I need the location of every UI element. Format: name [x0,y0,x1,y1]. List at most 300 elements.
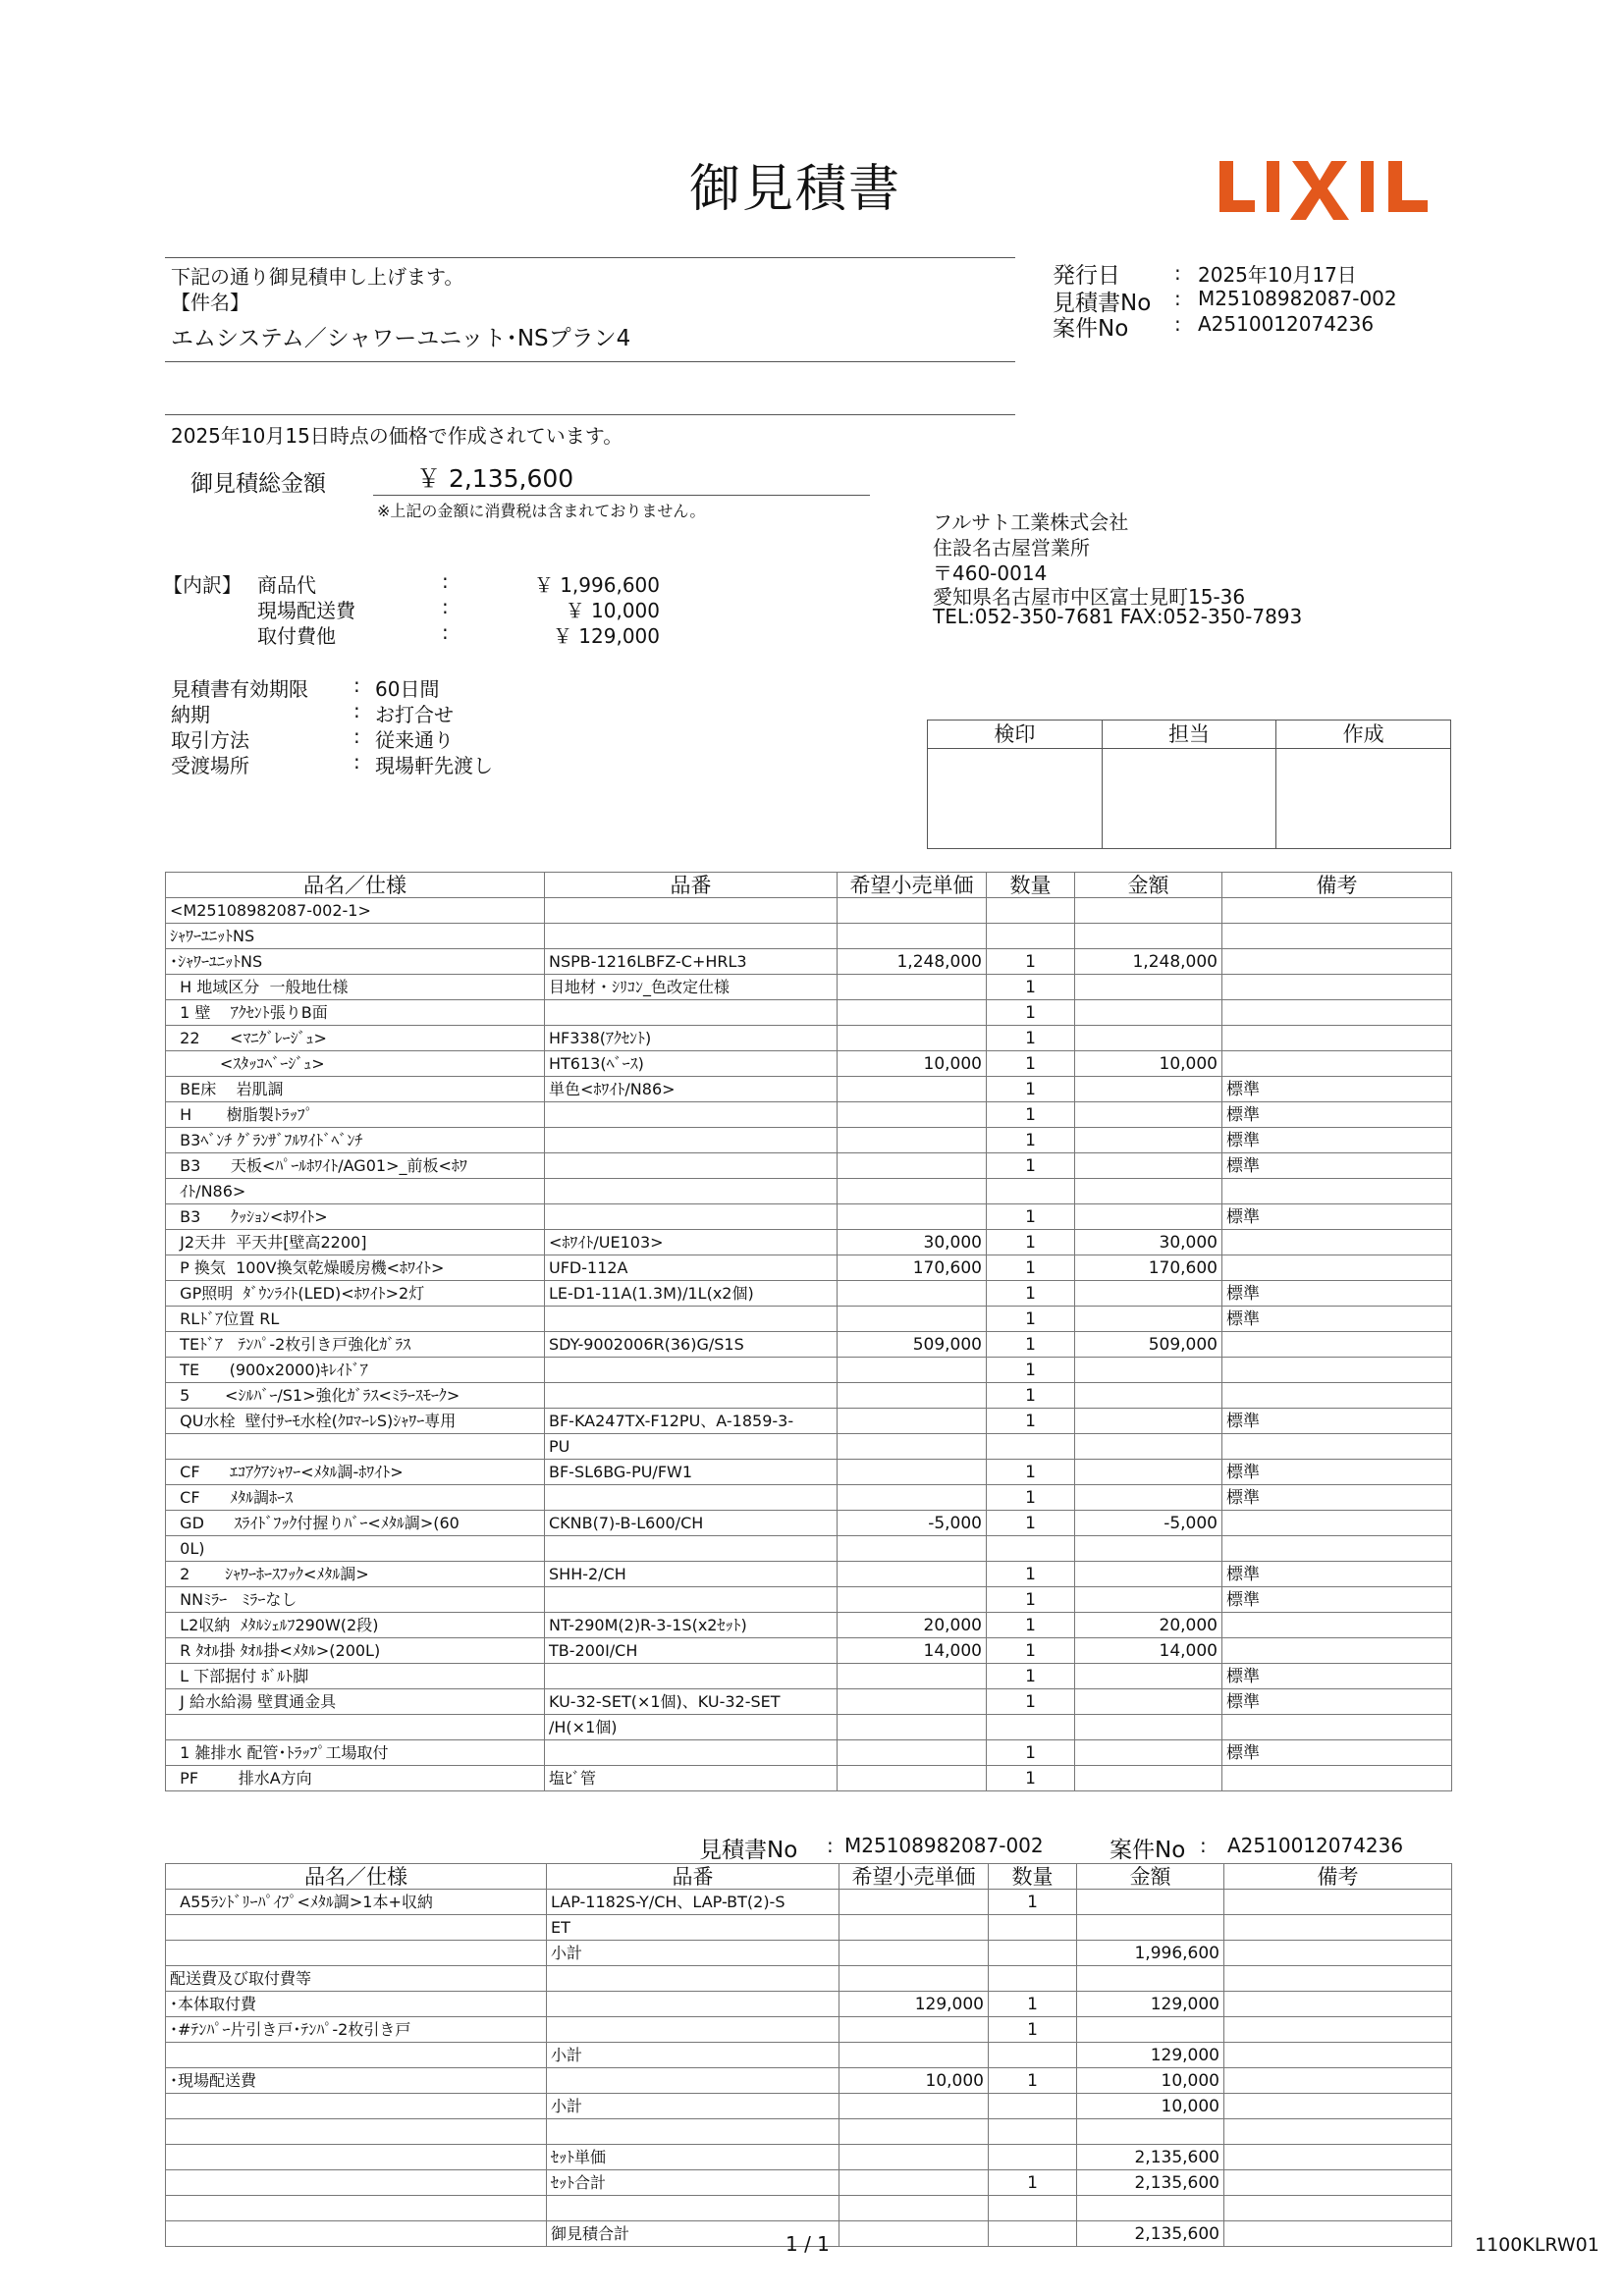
table-row [166,2119,1452,2145]
header-unit-price: 希望小売単価 [839,1864,989,1890]
part-no-cell [545,1536,838,1562]
item-name-cell: 配送費及び取付費等 [166,1966,547,1992]
header-remarks: 備考 [1222,873,1452,898]
unit-price-cell [839,1915,989,1941]
part-no-cell [545,898,838,924]
estimate-no: M25108982087-002 [844,1834,1044,1857]
quantity-cell: 1 [987,1383,1075,1409]
part-no-cell: 小計 [547,2094,839,2119]
item-name-cell: H 地域区分 一般地仕様 [166,975,545,1000]
part-no-cell: <ﾎﾜｲﾄ/UE103> [545,1230,838,1255]
part-no-cell: 単色<ﾎﾜｲﾄ/N86> [545,1077,838,1102]
item-name-cell: A55ﾗﾝﾄﾞﾘｰﾊﾟｲﾌﾟ<ﾒﾀﾙ調>1本+収納 [166,1890,547,1915]
table-header-row [166,1864,1452,1890]
remarks-cell [1222,898,1452,924]
part-no-cell [545,1000,838,1026]
colon: : [442,569,449,593]
unit-price-cell [838,1587,987,1613]
part-no-cell [545,1664,838,1689]
table-row [166,1890,1452,1915]
part-no-cell [545,1587,838,1613]
part-no-cell [545,1153,838,1179]
part-no-cell: CKNB(7)-B-L600/CH [545,1511,838,1536]
item-name-cell: B3 ｸｯｼｮﾝ<ﾎﾜｲﾄ> [166,1204,545,1230]
unit-price-cell [839,1966,989,1992]
company-tel-fax: TEL:052-350-7681 FAX:052-350-7893 [933,605,1303,628]
unit-price-cell [838,1766,987,1791]
item-name-cell: ･ｼｬﾜｰﾕﾆｯﾄNS [166,949,545,975]
amount-cell [1075,1358,1222,1383]
item-name-cell: J2天井 平天井[壁高2200] [166,1230,545,1255]
subject-title: エムシステム／シャワーユニット･NSプラン4 [171,326,631,351]
amount-cell [1075,1715,1222,1740]
part-no-cell: ET [547,1915,839,1941]
remarks-cell [1224,1941,1452,1966]
amount-cell [1075,975,1222,1000]
quantity-cell: 1 [987,1613,1075,1638]
item-name-cell [166,2170,547,2196]
amount-cell [1077,1915,1224,1941]
term-value: 従来通り [375,728,454,752]
amount-cell: 2,135,600 [1077,2145,1224,2170]
item-name-cell: RLﾄﾞｱ位置 RL [166,1307,545,1332]
part-no-cell [545,1128,838,1153]
item-name-cell: CF ｴｺｱｸｱｼｬﾜｰ<ﾒﾀﾙ調-ﾎﾜｲﾄ> [166,1460,545,1485]
stamp-header: 作成 [1276,721,1450,749]
amount-cell [1075,1128,1222,1153]
unit-price-cell [838,1358,987,1383]
table-row [166,1128,1452,1153]
table-row [166,1915,1452,1941]
amount-cell: 509,000 [1075,1332,1222,1358]
amount-cell [1075,1153,1222,1179]
part-no-cell [545,1383,838,1409]
table-row [166,1715,1452,1740]
unit-price-cell: 509,000 [838,1332,987,1358]
remarks-cell: 標準 [1222,1307,1452,1332]
item-name-cell: B3 天板<ﾊﾟｰﾙﾎﾜｲﾄ/AG01>_前板<ﾎﾜ [166,1153,545,1179]
table-row [166,1179,1452,1204]
part-no-cell: 御見積合計 [547,2221,839,2247]
subject-label: 【件名】 [171,291,249,314]
quantity-cell: 1 [987,949,1075,975]
item-name-cell: GP照明 ﾀﾞｳﾝﾗｲﾄ(LED)<ﾎﾜｲﾄ>2灯 [166,1281,545,1307]
term-value: 現場軒先渡し [375,754,493,777]
issue-date-label: 発行日 [1053,263,1120,289]
unit-price-cell [838,1026,987,1051]
header-item-name: 品名／仕様 [166,873,545,898]
item-name-cell: ｼｬﾜｰﾕﾆｯﾄNS [166,924,545,949]
amount-cell: 1,996,600 [1077,1941,1224,1966]
table-row [166,1485,1452,1511]
item-name-cell [166,2221,547,2247]
breakdown-name: 取付費他 [257,624,336,648]
amount-cell [1075,1766,1222,1791]
item-name-cell: ･本体取付費 [166,1992,547,2017]
table-row [166,1383,1452,1409]
amount-cell [1075,1179,1222,1204]
unit-price-cell: 20,000 [838,1613,987,1638]
item-name-cell: 2 ｼｬﾜｰﾎｰｽﾌｯｸ<ﾒﾀﾙ調> [166,1562,545,1587]
amount-cell: 14,000 [1075,1638,1222,1664]
stamp-area [1276,749,1450,848]
amount-cell [1075,924,1222,949]
item-name-cell: CF ﾒﾀﾙ調ﾎｰｽ [166,1485,545,1511]
item-name-cell: H 樹脂製ﾄﾗｯﾌﾟ [166,1102,545,1128]
table-row [166,1638,1452,1664]
remarks-cell: 標準 [1222,1485,1452,1511]
estimate-no-label: 見積書No [1053,291,1152,316]
part-no-cell: KU-32-SET(×1個)、KU-32-SET [545,1689,838,1715]
unit-price-cell [839,2017,989,2043]
item-name-cell: ･現場配送費 [166,2068,547,2094]
unit-price-cell [838,1000,987,1026]
amount-cell [1075,1434,1222,1460]
table-row [166,1051,1452,1077]
header-amount: 金額 [1077,1864,1224,1890]
amount-cell [1077,2196,1224,2221]
total-label: 御見積総金額 [190,471,326,497]
unit-price-cell [838,1715,987,1740]
item-name-cell: QU水栓 壁付ｻｰﾓ水栓(ｸﾛﾏｰﾚS)ｼｬﾜｰ専用 [166,1409,545,1434]
remarks-cell: 標準 [1222,1562,1452,1587]
table-row [166,1000,1452,1026]
amount-cell: 30,000 [1075,1230,1222,1255]
unit-price-cell [838,1434,987,1460]
quantity-cell [989,2145,1077,2170]
part-no-cell: SDY-9002006R(36)G/S1S [545,1332,838,1358]
case-no: A2510012074236 [1198,312,1375,336]
quantity-cell: 1 [987,975,1075,1000]
quantity-cell: 1 [987,1255,1075,1281]
amount-cell [1075,1204,1222,1230]
item-name-cell: BE床 岩肌調 [166,1077,545,1102]
table-row [166,2196,1452,2221]
part-no-cell [545,1740,838,1766]
header-item-name: 品名／仕様 [166,1864,547,1890]
amount-cell [1075,898,1222,924]
unit-price-cell [839,2221,989,2247]
remarks-cell [1224,1890,1452,1915]
remarks-cell [1224,2145,1452,2170]
amount-cell [1075,1307,1222,1332]
remarks-cell: 標準 [1222,1102,1452,1128]
part-no-cell [545,924,838,949]
unit-price-cell: 170,600 [838,1255,987,1281]
item-name-cell [166,1941,547,1966]
colon: : [1174,287,1181,310]
remarks-cell [1222,1000,1452,1026]
page-number: 1 / 1 [785,2232,830,2256]
estimate-no-label: 見積書No [699,1838,798,1863]
item-name-cell: L 下部据付 ﾎﾞﾙﾄ脚 [166,1664,545,1689]
table-row [166,1204,1452,1230]
part-no-cell: SHH-2/CH [545,1562,838,1587]
part-no-cell: 小計 [547,2043,839,2068]
remarks-cell [1222,1255,1452,1281]
amount-cell [1075,1102,1222,1128]
unit-price-cell [838,1664,987,1689]
quantity-cell [989,1915,1077,1941]
colon: : [353,750,360,774]
amount-cell [1075,1000,1222,1026]
quantity-cell [989,2043,1077,2068]
item-name-cell: ｲﾄ/N86> [166,1179,545,1204]
unit-price-cell: 10,000 [838,1051,987,1077]
colon: : [1174,312,1181,336]
table-row [166,1992,1452,2017]
amount-cell: 2,135,600 [1077,2170,1224,2196]
amount-cell [1075,1383,1222,1409]
part-no-cell: /H(×1個) [545,1715,838,1740]
approval-stamp-box [927,720,1451,849]
item-name-cell [166,1715,545,1740]
estimate-items-table [165,872,1452,1791]
quantity-cell: 1 [987,1204,1075,1230]
quantity-cell [987,1179,1075,1204]
quantity-cell: 1 [987,1307,1075,1332]
quantity-cell: 1 [987,1664,1075,1689]
part-no-cell: BF-SL6BG-PU/FW1 [545,1460,838,1485]
table-row [166,1766,1452,1791]
unit-price-cell: 129,000 [839,1992,989,2017]
table-row [166,1536,1452,1562]
part-no-cell [547,2119,839,2145]
part-no-cell: UFD-112A [545,1255,838,1281]
unit-price-cell [839,2119,989,2145]
term-label: 取引方法 [171,728,249,752]
item-name-cell [166,2094,547,2119]
table-row [166,2043,1452,2068]
table-row [166,1255,1452,1281]
amount-cell [1075,1281,1222,1307]
item-name-cell: TE (900x2000)ｷﾚｲﾄﾞｱ [166,1358,545,1383]
table-row [166,1358,1452,1383]
remarks-cell [1224,2221,1452,2247]
stamp-header: 検印 [928,721,1102,749]
quantity-cell [987,898,1075,924]
unit-price-cell [838,1689,987,1715]
remarks-cell: 標準 [1222,1409,1452,1434]
item-name-cell: ･#ﾃﾝﾊﾟｰ片引き戸･ﾃﾝﾊﾟ-2枚引き戸 [166,2017,547,2043]
item-name-cell: <ｽﾀｯｺﾍﾞｰｼﾞｭ> [166,1051,545,1077]
quantity-cell: 1 [987,1689,1075,1715]
item-name-cell: NNﾐﾗｰ ﾐﾗｰなし [166,1587,545,1613]
stamp-area [928,749,1102,848]
item-name-cell: L2収納 ﾒﾀﾙｼｪﾙﾌ290W(2段) [166,1613,545,1638]
item-name-cell: TEﾄﾞｱ ﾃﾝﾊﾟ-2枚引き戸強化ｶﾞﾗｽ [166,1332,545,1358]
part-no-cell: ｾｯﾄ単価 [547,2145,839,2170]
unit-price-cell [838,924,987,949]
remarks-cell [1222,1179,1452,1204]
case-no-label: 案件No [1053,316,1129,342]
amount-cell [1075,1409,1222,1434]
unit-price-cell [838,1536,987,1562]
quantity-cell: 1 [987,1511,1075,1536]
amount-cell [1077,1890,1224,1915]
part-no-cell [545,1102,838,1128]
colon: : [442,620,449,644]
remarks-cell [1222,1536,1452,1562]
remarks-cell: 標準 [1222,1740,1452,1766]
amount-cell [1075,1664,1222,1689]
part-no-cell: HT613(ﾍﾞｰｽ) [545,1051,838,1077]
part-no-cell: NSPB-1216LBFZ-C+HRL3 [545,949,838,975]
table-row [166,1102,1452,1128]
remarks-cell: 標準 [1222,1128,1452,1153]
amount-cell [1075,1536,1222,1562]
colon: : [827,1834,834,1857]
unit-price-cell [839,2196,989,2221]
remarks-cell [1224,2017,1452,2043]
remarks-cell [1224,2043,1452,2068]
amount-cell [1075,1587,1222,1613]
remarks-cell: 標準 [1222,1077,1452,1102]
item-name-cell [166,2196,547,2221]
amount-cell: 10,000 [1077,2094,1224,2119]
part-no-cell: TB-200I/CH [545,1638,838,1664]
quantity-cell: 1 [987,1740,1075,1766]
unit-price-cell: 30,000 [838,1230,987,1255]
part-no-cell: BF-KA247TX-F12PU、A-1859-3- [545,1409,838,1434]
table-header-row [166,873,1452,898]
quantity-cell: 1 [987,1153,1075,1179]
item-name-cell: 5 <ｼﾙﾊﾞｰ/S1>強化ｶﾞﾗｽ<ﾐﾗｰｽﾓｰｸ> [166,1383,545,1409]
part-no-cell: 塩ﾋﾞ管 [545,1766,838,1791]
table-row [166,2145,1452,2170]
quantity-cell: 1 [987,1587,1075,1613]
table-row [166,1664,1452,1689]
remarks-cell [1224,2170,1452,2196]
item-name-cell: P 換気 100V換気乾燥暖房機<ﾎﾜｲﾄ> [166,1255,545,1281]
remarks-cell [1222,1613,1452,1638]
table-row [166,1230,1452,1255]
table-row [166,924,1452,949]
unit-price-cell [839,1890,989,1915]
quantity-cell: 1 [989,1992,1077,2017]
amount-cell: -5,000 [1075,1511,1222,1536]
amount-cell [1075,1460,1222,1485]
remarks-cell: 標準 [1222,1153,1452,1179]
breakdown-name: 現場配送費 [257,599,355,622]
item-name-cell: 1 雑排水 配管･ﾄﾗｯﾌﾟ工場取付 [166,1740,545,1766]
case-no: A2510012074236 [1227,1834,1404,1857]
unit-price-cell [839,2170,989,2196]
unit-price-cell: 14,000 [838,1638,987,1664]
lixil-logo [1216,149,1447,228]
remarks-cell [1222,1230,1452,1255]
quantity-cell: 1 [989,1890,1077,1915]
remarks-cell [1222,1358,1452,1383]
quantity-cell [989,2196,1077,2221]
remarks-cell [1224,1915,1452,1941]
amount-cell [1077,1966,1224,1992]
remarks-cell [1222,1638,1452,1664]
quantity-cell: 1 [987,1281,1075,1307]
quantity-cell: 1 [987,1051,1075,1077]
quantity-cell: 1 [989,2170,1077,2196]
remarks-cell [1222,975,1452,1000]
stamp-area [1103,749,1276,848]
remarks-cell [1222,924,1452,949]
remarks-cell [1222,949,1452,975]
amount-cell: 170,600 [1075,1255,1222,1281]
table-row [166,1409,1452,1434]
item-name-cell: R ﾀｵﾙ掛 ﾀｵﾙ掛<ﾒﾀﾙ>(200L) [166,1638,545,1664]
unit-price-cell [838,898,987,924]
remarks-cell: 標準 [1222,1460,1452,1485]
quantity-cell [989,2221,1077,2247]
table-row [166,2094,1452,2119]
part-no-cell [545,1179,838,1204]
item-name-cell [166,2119,547,2145]
colon: : [442,595,449,618]
remarks-cell [1222,1026,1452,1051]
remarks-cell [1224,1966,1452,1992]
amount-cell: 20,000 [1075,1613,1222,1638]
remarks-cell [1222,1051,1452,1077]
header-quantity: 数量 [989,1864,1077,1890]
remarks-cell: 標準 [1222,1587,1452,1613]
quantity-cell [987,1434,1075,1460]
item-name-cell [166,2145,547,2170]
amount-cell [1075,1689,1222,1715]
header-remarks: 備考 [1224,1864,1452,1890]
unit-price-cell [838,1409,987,1434]
quantity-cell: 1 [987,1077,1075,1102]
colon: : [1200,1834,1207,1857]
remarks-cell [1224,2068,1452,2094]
table-row [166,1511,1452,1536]
stamp-header: 担当 [1103,721,1276,749]
quantity-cell: 1 [987,1332,1075,1358]
unit-price-cell [838,1102,987,1128]
item-name-cell [166,1434,545,1460]
quantity-cell [989,1941,1077,1966]
part-no-cell [547,1992,839,2017]
table-row [166,975,1452,1000]
quantity-cell: 1 [987,1562,1075,1587]
amount-cell: 129,000 [1077,2043,1224,2068]
quantity-cell: 1 [987,1409,1075,1434]
unit-price-cell [838,1077,987,1102]
unit-price-cell [838,1460,987,1485]
quantity-cell: 1 [987,1230,1075,1255]
part-no-cell: LAP-1182S-Y/CH、LAP-BT(2)-S [547,1890,839,1915]
quantity-cell [987,1536,1075,1562]
unit-price-cell [838,1740,987,1766]
colon: : [353,724,360,748]
amount-cell [1075,1562,1222,1587]
amount-cell [1077,2119,1224,2145]
remarks-cell [1222,1766,1452,1791]
item-name-cell: <M25108982087-002-1> [166,898,545,924]
unit-price-cell [838,1485,987,1511]
item-name-cell [166,1915,547,1941]
remarks-cell [1224,2119,1452,2145]
estimate-no: M25108982087-002 [1198,287,1397,310]
quantity-cell: 1 [987,1128,1075,1153]
quantity-cell: 1 [987,1638,1075,1664]
header-part-no: 品番 [545,873,838,898]
colon: : [353,699,360,722]
unit-price-cell: 1,248,000 [838,949,987,975]
unit-price-cell [839,2145,989,2170]
item-name-cell: 0L) [166,1536,545,1562]
unit-price-cell [838,1281,987,1307]
part-no-cell: HF338(ｱｸｾﾝﾄ) [545,1026,838,1051]
part-no-cell [545,1204,838,1230]
